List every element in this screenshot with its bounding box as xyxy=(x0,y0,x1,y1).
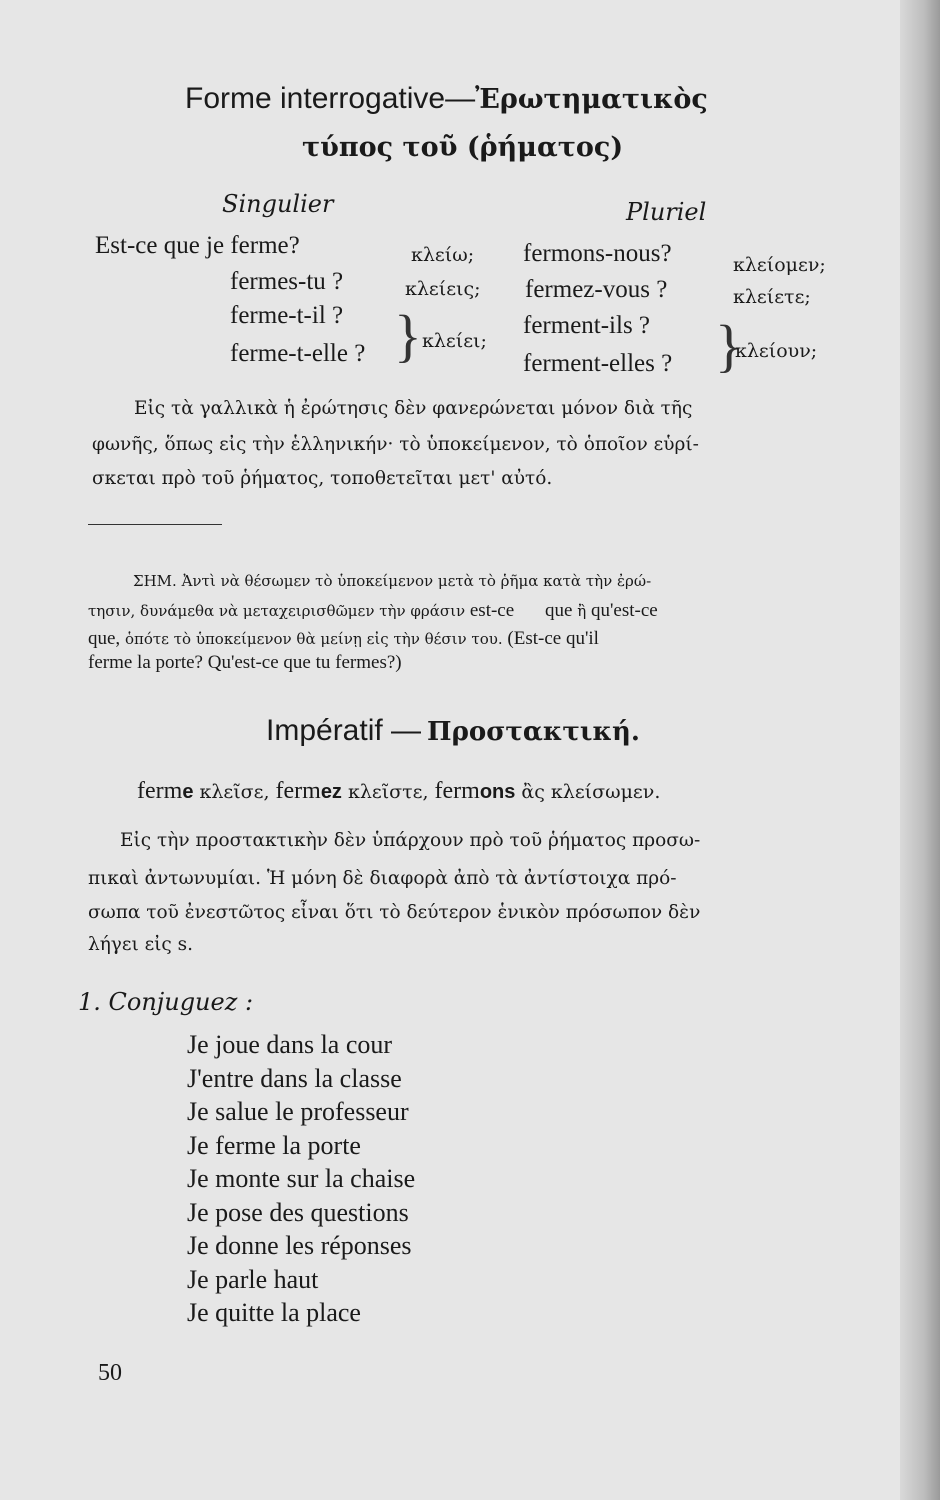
page-edge xyxy=(900,0,940,1500)
singular-form-1: Est-ce que je ferme? xyxy=(95,232,300,259)
plural-shared-gr: κλείουν; xyxy=(735,340,818,362)
imperative-forms: ferme κλεῖσε, fermez κλεῖστε, fermons ἂς κλείσωμεν. xyxy=(137,778,661,804)
exercise-item: Je salue le professeur xyxy=(187,1097,409,1126)
exercise-item: Je joue dans la cour xyxy=(187,1030,393,1059)
explanation-line-1: Εἰς τὰ γαλλικὰ ἡ ἐρώτησις δὲν φανερώνεται μόνον διὰ τῆς xyxy=(134,398,693,419)
plural-label: Pluriel xyxy=(626,198,707,226)
imperative-para-line-4: λήγει εἰς s. xyxy=(88,934,194,955)
note-line-4: ferme la porte? Qu'est-ce que tu fermes?) xyxy=(88,652,402,673)
exercise-item: J'entre dans la classe xyxy=(187,1063,402,1093)
page-heading: Forme interrogative—Ἐρωτηματικὸς xyxy=(185,82,708,115)
exercise-item: Je pose des questions xyxy=(187,1197,409,1227)
plural-gr-2: κλείετε; xyxy=(733,286,811,308)
explanation-line-3: σκεται πρὸ τοῦ ῥήματος, τοποθετεῖται μετ' αὐτό. xyxy=(92,468,553,489)
explanation-line-2: φωνῆς, ὅπως εἰς τὴν ἑλληνικήν· τὸ ὑποκείμενον, τὸ ὁποῖον εὑρί- xyxy=(92,434,699,455)
exercise-item: Je monte sur la chaise xyxy=(187,1164,416,1193)
singular-brace: } xyxy=(394,303,422,368)
plural-form-1: fermons-nous? xyxy=(523,240,672,267)
imperative-para-line-1: Εἰς τὴν προστακτικὴν δὲν ὑπάρχουν πρὸ τοῦ ῥήματος προσω- xyxy=(120,830,701,851)
plural-gr-1: κλείομεν; xyxy=(733,254,826,276)
plural-brace: } xyxy=(715,313,743,378)
exercise-label: 1. Conjuguez : xyxy=(78,988,254,1016)
singular-gr-1: κλείω; xyxy=(411,244,475,266)
note-line-2: τησιν, δυνάμεθα νὰ μεταχειρισθῶμεν τὴν φράσιν est-ce que ἢ qu'est-ce xyxy=(88,600,658,621)
singular-shared-gr: κλείει; xyxy=(422,330,487,352)
imperative-heading: Impératif — Προστακτική. xyxy=(266,714,640,747)
singular-gr-2: κλείεις; xyxy=(405,278,481,300)
plural-form-3: ferment-ils ? xyxy=(523,312,651,339)
imperative-para-line-2: πικαὶ ἀντωνυμίαι. Ἡ μόνη δὲ διαφορὰ ἀπὸ τὰ ἀντίστοιχα πρό- xyxy=(88,868,677,889)
singular-form-3: ferme-t-il ? xyxy=(230,302,344,329)
singular-form-2: fermes-tu ? xyxy=(230,268,344,295)
exercise-item: Je donne les réponses xyxy=(187,1231,412,1260)
singular-form-4: ferme-t-elle ? xyxy=(230,340,366,367)
page-number: 50 xyxy=(98,1360,122,1386)
exercise-list xyxy=(187,1028,415,1330)
note-line-1: ΣΗΜ. Ἀντὶ νὰ θέσωμεν τὸ ὑποκείμενον μετὰ τὸ ῥῆμα κατὰ τὴν ἐρώ- xyxy=(133,572,652,590)
exercise-item: Je quitte la place xyxy=(187,1298,361,1327)
footnote-divider xyxy=(88,524,222,525)
page-subheading: τύπος τοῦ (ῥήματος) xyxy=(302,132,624,163)
exercise-item: Je parle haut xyxy=(187,1264,319,1294)
note-line-3: que, ὁπότε τὸ ὑποκείμενον θὰ μείνῃ εἰς τὴν θέσιν του. (Est-ce qu'il xyxy=(88,628,599,649)
exercise-item: Je ferme la porte xyxy=(187,1130,361,1160)
plural-form-2: fermez-vous ? xyxy=(525,276,668,303)
imperative-para-line-3: σωπα τοῦ ἐνεστῶτος εἶναι ὅτι τὸ δεύτερον ἑνικὸν πρόσωπον δὲν xyxy=(88,902,701,923)
plural-form-4: ferment-elles ? xyxy=(523,350,673,377)
singular-label: Singulier xyxy=(222,190,334,218)
